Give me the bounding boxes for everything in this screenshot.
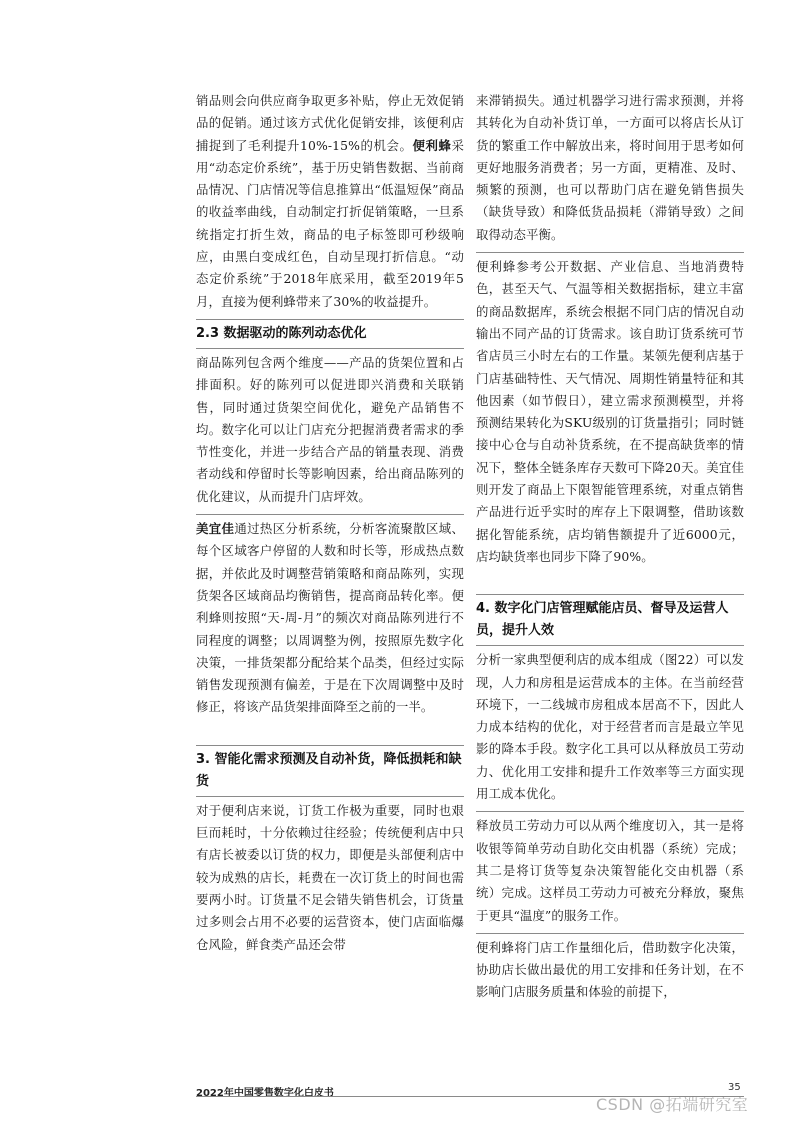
section-heading-4: 4. 数字化门店管理赋能店员、督导及运营人员，提升人效 [476, 601, 729, 639]
paragraph-divider [196, 514, 464, 515]
section-divider [196, 319, 464, 320]
section-divider [196, 745, 464, 746]
brand-meiyijia: 美宜佳 [196, 521, 235, 537]
paragraph-display-dimensions: 商品陈列包含两个维度——产品的货架位置和占排面积。好的陈列可以促进即兴消费和关联销售，同时通过货架空间优化，避免产品销售不均。数字化可以让门店充分把握消费者需求的季节性变化，并进一步结合产品的销量表现、消费者动线和停留时长等影响因素，给出商品陈列的优化建议，从而提升门店坪效。 [196, 354, 464, 504]
paragraph-meiyijia-heatmap: 美宜佳通过热区分析系统，分析客流聚散区域、每个区域客户停留的人数和时长等，形成热点数据，并依此及时调整营销策略和商品陈列，实现货架各区域商品均衡销售，提高商品转化率。便利蜂则按照“天-周-月”的频次对商品陈列进行不同程度的调整；以周调整为例，按照原先数字化决策，一排货架都分配给某个品类，但经过实际销售发现预测有偏差，于是在下次周调整中及时修正，将该产品货架排面降至之前的一半。 [196, 521, 464, 715]
section-divider [476, 594, 744, 595]
paragraph-bianlifeng-scheduling: 便利蜂将门店工作量细化后，借助数字化决策，协助店长做出最优的用工安排和任务计划，在不影响门店服务质量和体验的前提下， [476, 939, 744, 1000]
brand-bianlifeng: 便利蜂 [412, 137, 452, 153]
paragraph-cost-structure: 分析一家典型便利店的成本组成（图22）可以发现，人力和房租是运营成本的主体。在当前经营环境下，一二线城市房租成本居高不下，因此人力成本结构的优化，对于经营者而言是最立竿见影的降本手段。数字化工具可以从释放员工劳动力、优化用工安排和提升工作效率等三方面实现用工成本优化。 [476, 652, 744, 802]
section-heading-3: 3. 智能化需求预测及自动补货，降低损耗和缺货 [196, 751, 462, 789]
section-divider [196, 348, 464, 349]
section-divider [476, 645, 744, 646]
section-heading-2-3: 2.3 数据驱动的陈列动态优化 [196, 325, 367, 341]
left-column [196, 90, 464, 956]
footer-report-title: 2022年中国零售数字化白皮书 [196, 1088, 334, 1099]
paragraph-release-labor: 释放员工劳动力可以从两个维度切入，其一是将收银等简单劳动自助化交由机器（系统）完成；其二是将订货等复杂决策智能化交由机器（系统）完成。这样员工劳动力可被充分释放，聚焦于更具“温度”的服务工作。 [476, 818, 744, 923]
paragraph-promo-optimization: 销品则会向供应商争取更多补贴，停止无效促销品的促销。通过该方式优化促销安排，该便利店捕捉到了毛利提升10%-15%的机会。便利蜂采用“动态定价系统”，基于历史销售数据、当前商品情况、门店情况等信息推算出“低温短保”商品的收益率曲线，自动制定打折促销策略，一旦系统指定打折生效，商品的电子标签即可秒级响应，由黑白变成红色，自动呈现打折信息。“动态定价系统”于2018年底采用，截至2019年5月，直接为便利蜂带来了30%的收益提升。 [196, 93, 464, 309]
paragraph-divider [476, 811, 744, 812]
paragraph-ordering-importance: 对于便利店来说，订货工作极为重要，同时也艰巨而耗时，十分依赖过往经验；传统便利店中只有店长被委以订货的权力，即便是头部便利店中较为成熟的店长，耗费在一次订货上的时间也需要两小时。订货量不足会错失销售机会，订货量过多则会占用不必要的运营资本，使门店面临爆仓风险，鲜食类产品还会带 [196, 802, 464, 952]
section-divider [196, 796, 464, 797]
page-number: 35 [728, 1082, 741, 1093]
paragraph-divider [476, 252, 744, 253]
paragraph-divider [476, 933, 744, 934]
paragraph-ml-forecast: 来滞销损失。通过机器学习进行需求预测，并将其转化为自动补货订单，一方面可以将店长从订货的繁重工作中解放出来，将时间用于思考如何更好地服务消费者；另一方面，更精准、及时、频繁的预测，也可以帮助门店在避免销售损失（缺货导致）和降低货品损耗（滞销导致）之间取得动态平衡。 [476, 93, 744, 242]
right-column [476, 90, 744, 1004]
paragraph-auto-ordering-cases: 便利蜂参考公开数据、产业信息、当地消费特色，甚至天气、气温等相关数据指标，建立丰富的商品数据库，系统会根据不同门店的情况自动输出不同产品的订货需求。该自助订货系统可节省店员三小时左右的工作量。某领先便利店基于门店基础特性、天气情况、周期性销量特征和其他因素（如节假日），建立需求预测模型，并将预测结果转化为SKU级别的订货量指引；同时链接中心仓与自动补货系统，在不提高缺货率的情况下，整体全链条库存天数可下降20天。美宜佳则开发了商品上下限智能管理系统，对重点销售产品进行近乎实时的库存上下限调整，借助该数据化智能系统，店均销售额提升了近6000元，店均缺货率也同步下降了90%。 [476, 259, 744, 564]
watermark: CSDN @拓端研究室 [596, 1095, 749, 1114]
